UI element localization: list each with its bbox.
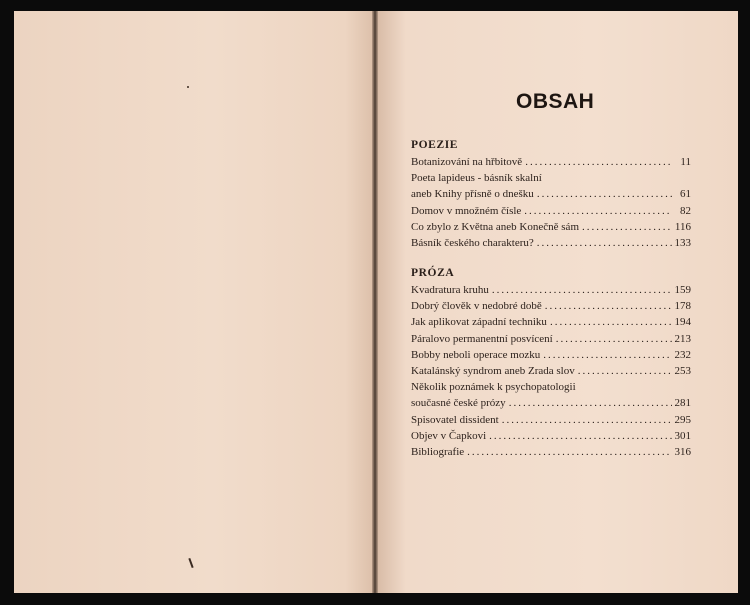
entry-page-number: 194 [674, 316, 691, 329]
entry-title: Domov v množném čísle [411, 204, 522, 217]
toc-entry [411, 154, 691, 170]
dot-leader [467, 444, 671, 460]
dot-leader [582, 219, 672, 235]
toc-title: OBSAH [516, 90, 595, 113]
entry-title: Co zbylo z Květnа aneb Konečně sám [411, 220, 579, 233]
entry-page-number: 301 [674, 429, 691, 442]
book-gutter [372, 11, 378, 593]
dot-leader [543, 347, 671, 363]
toc-entry [411, 395, 691, 411]
toc-entry [411, 170, 691, 186]
entry-title: Objev v Čapkovi [411, 429, 487, 442]
entry-title: současné české prózy [411, 397, 506, 410]
entry-title: Katalánský syndrom aneb Zrada slov [411, 364, 575, 377]
entry-page-number: 159 [674, 284, 691, 296]
toc-entry [411, 314, 691, 330]
entry-title: aneb Knihy přísně o dnešku [411, 188, 534, 201]
toc-entry [411, 282, 691, 298]
toc-entry [411, 444, 691, 460]
entry-page-number: 178 [674, 300, 691, 313]
toc-entry [411, 298, 691, 314]
entry-title: Páralovo permanentní posvícení [411, 332, 553, 345]
entry-title: Bibliografie [411, 445, 465, 458]
section-heading-poezie: POEZIE [411, 139, 459, 151]
entry-page-number: 295 [674, 413, 691, 426]
dot-leader [525, 154, 672, 170]
toc-entry [411, 347, 691, 363]
entry-page-number: 281 [674, 397, 691, 410]
dot-leader [578, 363, 672, 379]
left-page [14, 11, 374, 593]
entry-title: Botanizování na hřbitově [411, 156, 523, 168]
entry-title: Několik poznámek k psychopatologii [411, 381, 576, 394]
dot-leader [537, 235, 672, 251]
entry-page-number: 253 [674, 364, 691, 377]
entry-page-number: 116 [674, 220, 691, 233]
dot-leader [509, 395, 672, 411]
toc-entry [411, 363, 691, 379]
dot-leader [524, 203, 672, 219]
entry-title: Spisovatel dissident [411, 413, 499, 426]
paper-speck [187, 86, 189, 88]
entry-page-number: 82 [680, 204, 691, 217]
toc-entry [411, 412, 691, 428]
dot-leader [556, 331, 672, 347]
entry-title: Jak aplikovat západní techniku [411, 316, 547, 329]
section-list-poezie [411, 154, 691, 251]
toc-entry [411, 428, 691, 444]
entry-page-number: 11 [680, 156, 691, 168]
entry-title: Dobrý člověk v nedobré době [411, 300, 542, 313]
toc-entry [411, 203, 691, 219]
section-heading-proza: PRÓZA [411, 267, 455, 279]
entry-page-number: 61 [680, 188, 691, 201]
dot-leader [545, 298, 672, 314]
dot-leader [489, 428, 671, 444]
toc-entry [411, 235, 691, 251]
toc-entry [411, 331, 691, 347]
entry-title: Básník českého charakteru? [411, 236, 534, 249]
dot-leader [537, 186, 672, 202]
section-list-proza [411, 282, 691, 460]
entry-page-number: 316 [674, 445, 691, 458]
entry-page-number: 232 [674, 348, 691, 361]
dot-leader [502, 412, 672, 428]
entry-title: Bobby neboli operace mozku [411, 348, 541, 361]
toc-entry [411, 379, 691, 395]
entry-page-number: 133 [674, 236, 691, 249]
dot-leader [550, 314, 672, 330]
toc-entry [411, 186, 691, 202]
dot-leader [492, 282, 672, 298]
entry-page-number: 213 [674, 332, 691, 345]
toc-entry [411, 219, 691, 235]
entry-title: Poeta lapideus - básník skalní [411, 172, 542, 185]
entry-title: Kvadratura kruhu [411, 284, 489, 296]
